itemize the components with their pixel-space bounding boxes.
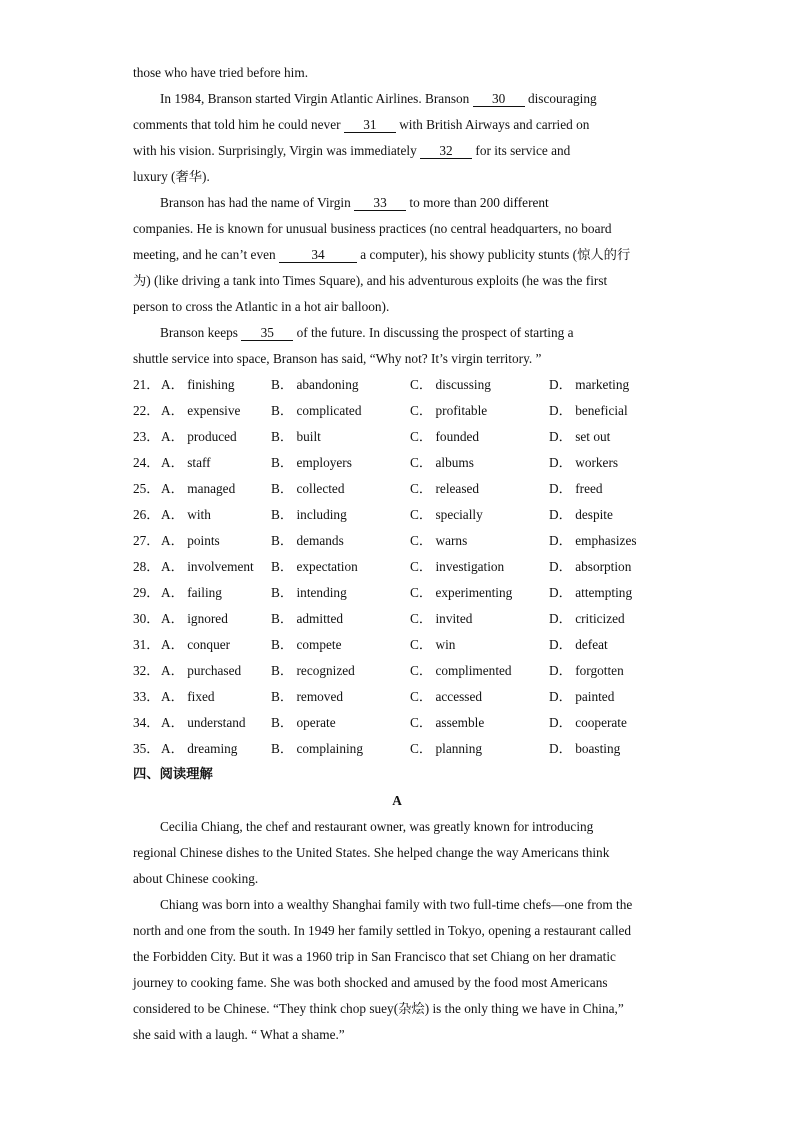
option-d: D． set out [549, 429, 611, 444]
option-c: C． discussing [410, 377, 491, 392]
option-d: D． absorption [549, 559, 632, 574]
option-d: D． attempting [549, 585, 633, 600]
option-row: 28． A． involvement B． expectation C． investigation D． absorption [133, 554, 661, 580]
option-b: B． built [271, 429, 321, 444]
passage-line: companies. He is known for unusual business practices (no central headquarters, no board [133, 221, 612, 236]
option-d: D． marketing [549, 377, 630, 392]
blank-30: 30 [473, 92, 525, 107]
option-row: 27． A． points B． demands C． warns D． emphasizes [133, 528, 661, 554]
option-c: C． released [410, 481, 480, 496]
passage-line: Cecilia Chiang, the chef and restaurant owner, was greatly known for introducing [160, 819, 594, 834]
option-c: C． specially [410, 507, 483, 522]
option-b: B． employers [271, 455, 352, 470]
option-c: C． win [410, 637, 456, 652]
option-c: C． planning [410, 741, 483, 756]
option-b: B． complicated [271, 403, 362, 418]
option-row: 31． A． conquer B． compete C． win D． defeat [133, 632, 661, 658]
option-b: B． intending [271, 585, 347, 600]
option-a: A． with [161, 507, 211, 522]
option-a: A． staff [161, 455, 211, 470]
option-a: A． dreaming [161, 741, 238, 756]
option-row: 32． A． purchased B． recognized C． complimented D． forgotten [133, 658, 661, 684]
option-d: D． beneficial [549, 403, 628, 418]
option-d: D． cooperate [549, 715, 627, 730]
option-d: D． criticized [549, 611, 625, 626]
option-b: B． recognized [271, 663, 355, 678]
blank-32: 32 [420, 144, 472, 159]
option-row: 24． A． staff B． employers C． albums D． workers [133, 450, 661, 476]
option-a: A． finishing [161, 377, 235, 392]
passage-line: luxury (奢华). [133, 169, 210, 184]
option-c: C． complimented [410, 663, 512, 678]
option-c: C． warns [410, 533, 468, 548]
option-c: C． founded [410, 429, 480, 444]
option-b: B． expectation [271, 559, 358, 574]
option-b: B． admitted [271, 611, 344, 626]
option-c: C． experimenting [410, 585, 513, 600]
option-row: 26． A． with B． including C． specially D． despite [133, 502, 661, 528]
option-row: 22． A． expensive B． complicated C． profitable D． beneficial [133, 398, 661, 424]
option-c: C． accessed [410, 689, 482, 704]
passage-line: about Chinese cooking. [133, 871, 259, 886]
passage-line: Branson has had the name of Virgin 33 to more than 200 different [160, 195, 549, 210]
option-d: D． forgotten [549, 663, 624, 678]
option-a: A． fixed [161, 689, 215, 704]
passage-line: Chiang was born into a wealthy Shanghai family with two full-time chefs—one from the [160, 897, 633, 912]
option-b: B． abandoning [271, 377, 359, 392]
option-a: A． ignored [161, 611, 228, 626]
option-row: 35． A． dreaming B． complaining C． planning D． boasting [133, 736, 661, 762]
option-d: D． painted [549, 689, 615, 704]
option-a: A． purchased [161, 663, 242, 678]
passage-line: In 1984, Branson started Virgin Atlantic Airlines. Branson 30 discouraging [160, 91, 597, 106]
option-c: C． profitable [410, 403, 488, 418]
option-c: C． assemble [410, 715, 485, 730]
option-a: A． points [161, 533, 220, 548]
option-a: A． understand [161, 715, 246, 730]
option-a: A． involvement [161, 559, 254, 574]
option-a: A． failing [161, 585, 222, 600]
blank-35: 35 [241, 326, 293, 341]
passage-line: 为) (like driving a tank into Times Square), and his adventurous exploits (he was the first [133, 273, 608, 288]
option-row: 34． A． understand B． operate C． assemble D． cooperate [133, 710, 661, 736]
passage-line: shuttle service into space, Branson has said, “Why not? It’s virgin territory. ” [133, 351, 542, 366]
option-b: B． compete [271, 637, 342, 652]
option-row: 33． A． fixed B． removed C． accessed D． painted [133, 684, 661, 710]
passage-line: journey to cooking fame. She was both shocked and amused by the food most Americans [133, 975, 608, 990]
passage-line: the Forbidden City. But it was a 1960 trip in San Francisco that set Chiang on her dramatic [133, 949, 616, 964]
option-d: D． despite [549, 507, 613, 522]
option-d: D． boasting [549, 741, 621, 756]
option-row: 21． A． finishing B． abandoning C． discussing D． marketing [133, 372, 661, 398]
option-d: D． workers [549, 455, 619, 470]
option-row: 29． A． failing B． intending C． experimenting D． attempting [133, 580, 661, 606]
option-a: A． conquer [161, 637, 231, 652]
blank-31: 31 [344, 118, 396, 133]
option-b: B． including [271, 507, 347, 522]
passage-line: person to cross the Atlantic in a hot air balloon). [133, 299, 390, 314]
option-a: A． expensive [161, 403, 241, 418]
passage-line: north and one from the south. In 1949 her family settled in Tokyo, opening a restaurant called [133, 923, 632, 938]
option-b: B． complaining [271, 741, 363, 756]
passage-line: comments that told him he could never 31 with British Airways and carried on [133, 117, 590, 132]
passage-line: those who have tried before him. [133, 65, 309, 80]
passage-line: she said with a laugh. “ What a shame.” [133, 1027, 345, 1042]
option-b: B． collected [271, 481, 345, 496]
option-c: C． albums [410, 455, 474, 470]
option-d: D． emphasizes [549, 533, 637, 548]
option-d: D． freed [549, 481, 603, 496]
option-a: A． managed [161, 481, 236, 496]
blank-34: 34 [279, 248, 357, 263]
passage-line: Branson keeps 35 of the future. In discussing the prospect of starting a [160, 325, 574, 340]
option-b: B． removed [271, 689, 344, 704]
passage-line: with his vision. Surprisingly, Virgin was immediately 32 for its service and [133, 143, 571, 158]
option-row: 25． A． managed B． collected C． released D． freed [133, 476, 661, 502]
option-c: C． investigation [410, 559, 505, 574]
blank-33: 33 [354, 196, 406, 211]
option-d: D． defeat [549, 637, 608, 652]
option-b: B． operate [271, 715, 336, 730]
passage-label: A [392, 793, 402, 808]
option-a: A． produced [161, 429, 237, 444]
option-row: 23． A． produced B． built C． founded D． set out [133, 424, 661, 450]
section-heading: 四、阅读理解 [133, 767, 213, 782]
passage-line: meeting, and he can’t even 34 a computer), his showy publicity stunts (惊人的行 [133, 247, 631, 262]
passage-line: considered to be Chinese. “They think chop suey(杂烩) is the only thing we have in China,” [133, 1001, 624, 1016]
option-c: C． invited [410, 611, 473, 626]
passage-line: regional Chinese dishes to the United States. She helped change the way Americans think [133, 845, 610, 860]
option-row: 30． A． ignored B． admitted C． invited D． criticized [133, 606, 661, 632]
option-b: B． demands [271, 533, 344, 548]
